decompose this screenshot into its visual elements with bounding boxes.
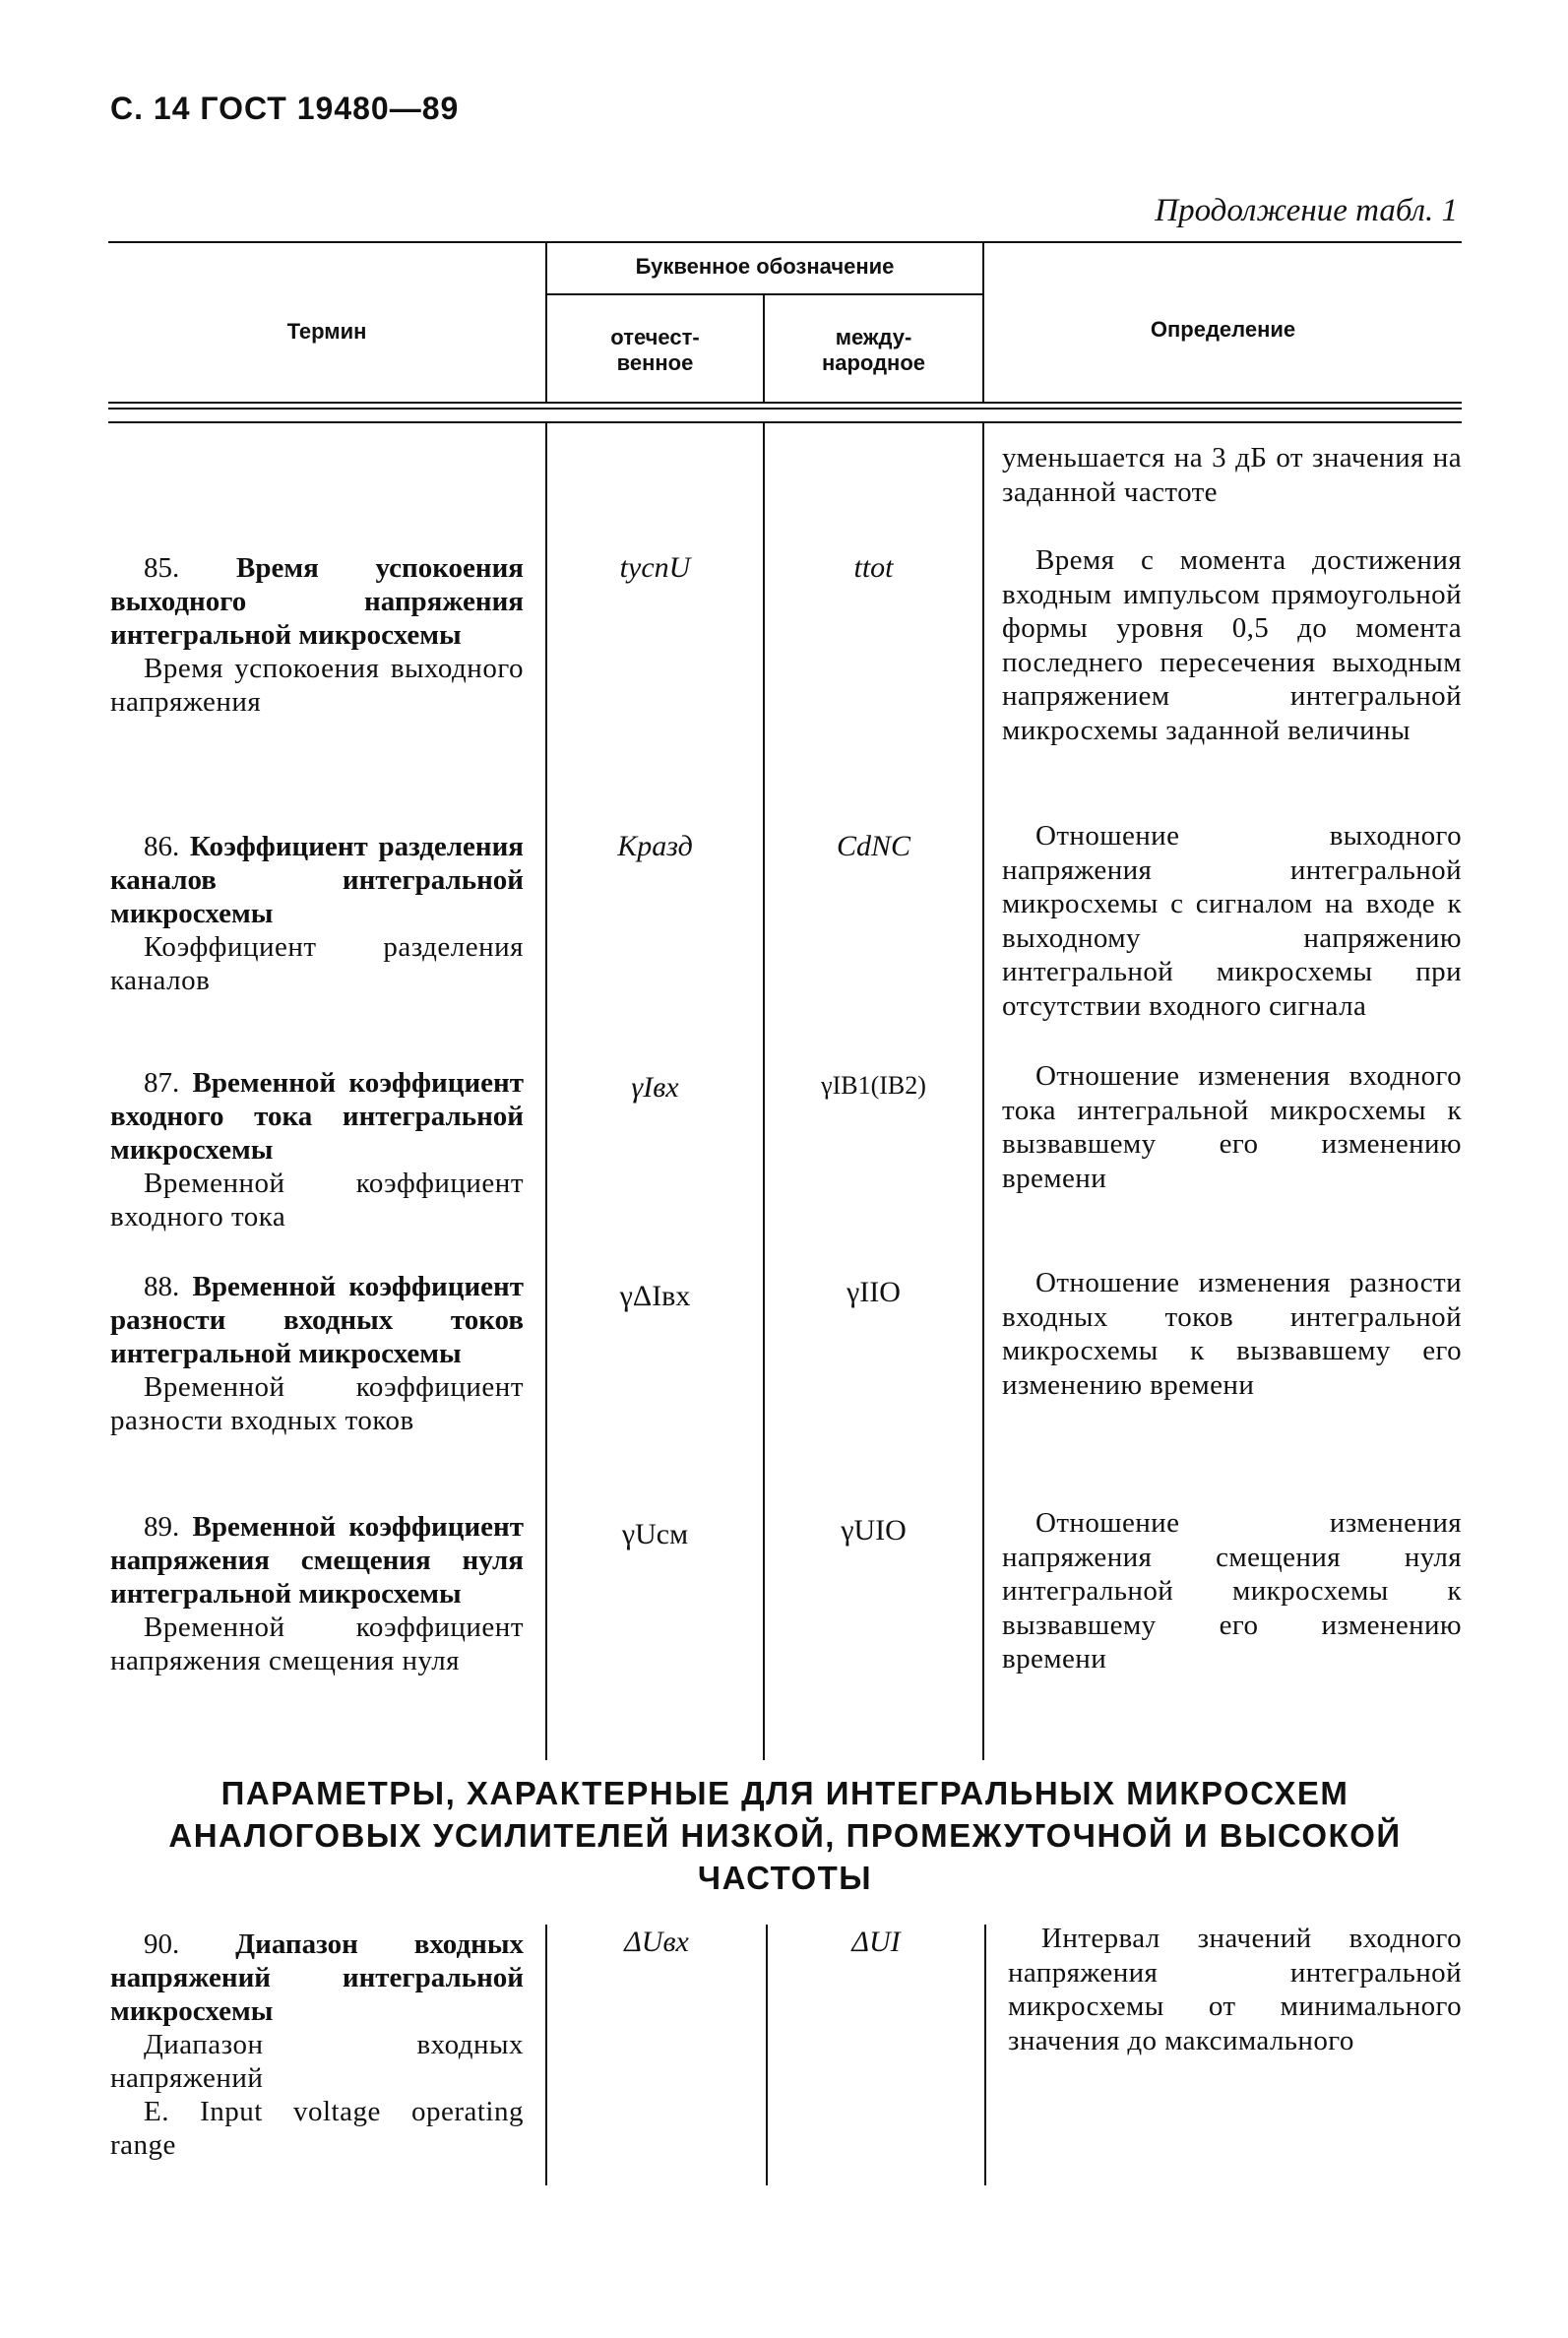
- term-synonym: Время успокоения выходного напряжения: [110, 653, 524, 718]
- row90-col-divider-3: [984, 1925, 986, 2185]
- carryover-definition: уменьшается на 3 дБ от значения на заданной частоте: [1002, 442, 1462, 508]
- definition-86: Отношение выходного напряжения интегральной микросхемы с сигналом на входе к выходному напряжению интегральной микросхемы при отсутствии входного сигнала: [1002, 820, 1462, 1022]
- definition-89: Отношение изменения напряжения смещения нуля интегральной микросхемы к вызвавшему его изменению времени: [1002, 1507, 1462, 1675]
- page-header: С. 14 ГОСТ 19480—89: [110, 91, 460, 126]
- international-symbol-88: γIIO: [847, 1276, 901, 1308]
- term-english: E. Input voltage operating range: [110, 2096, 524, 2161]
- term-number: 87.: [144, 1067, 180, 1099]
- table-top-rule: [108, 241, 1462, 243]
- international-symbol-90: ΔUI: [851, 1926, 901, 1958]
- section-title: ПАРАМЕТРЫ, ХАРАКТЕРНЫЕ ДЛЯ ИНТЕГРАЛЬНЫХ МИКРОСХЕМ АНАЛОГОВЫХ УСИЛИТЕЛЕЙ НИЗКОЙ, ПРОМЕЖУТОЧНОЙ И ВЫСОКОЙ ЧАСТОТЫ: [168, 1775, 1402, 1896]
- term-title: Временной коэффициент разности входных токов интегральной микросхемы: [110, 1271, 524, 1369]
- header-domestic: отечест- венное: [610, 325, 700, 375]
- term-number: 85.: [144, 552, 180, 584]
- header-definition: Определение: [1150, 317, 1296, 342]
- term-synonym: Коэффициент разделения каналов: [110, 931, 524, 996]
- term-85: [110, 551, 524, 719]
- term-synonym: Временной коэффициент входного тока: [110, 1168, 524, 1232]
- term-number: 88.: [144, 1271, 180, 1302]
- domestic-symbol-88: γΔIвх: [619, 1280, 691, 1312]
- continuation-label: Продолжение табл. 1: [1155, 193, 1458, 228]
- term-title: Диапазон входных напряжений интегральной микросхемы: [110, 1928, 524, 2027]
- term-89: [110, 1510, 524, 1677]
- header-international: между- народное: [821, 325, 926, 375]
- domestic-symbol-89: γUсм: [621, 1518, 689, 1550]
- term-title: Временной коэффициент входного тока интегральной микросхемы: [110, 1067, 524, 1166]
- term-90: [110, 1927, 524, 2162]
- header-term: Термин: [286, 319, 367, 344]
- international-symbol-89: γUIO: [841, 1514, 907, 1547]
- term-title: Коэффициент разделения каналов интегральной микросхемы: [110, 831, 524, 929]
- term-88: [110, 1270, 524, 1437]
- domestic-symbol-85: tуспU: [619, 551, 691, 584]
- term-number: 90.: [144, 1928, 180, 1960]
- definition-90: Интервал значений входного напряжения интегральной микросхемы от минимального значения до максимального: [1008, 1923, 1462, 2056]
- domestic-symbol-86: Kразд: [617, 830, 693, 862]
- term-synonym: Диапазон входных напряжений: [110, 2029, 524, 2094]
- term-synonym: Временной коэффициент напряжения смещения нуля: [110, 1611, 524, 1676]
- body-col-divider-3: [982, 421, 984, 1760]
- term-synonym: Временной коэффициент разности входных токов: [110, 1371, 524, 1436]
- term-number: 86.: [144, 831, 180, 862]
- term-number: 89.: [144, 1511, 180, 1543]
- definition-87: Отношение изменения входного тока интегральной микросхемы к вызвавшему его изменению времени: [1002, 1060, 1462, 1194]
- header-letter-designation: Буквенное обозначение: [635, 254, 895, 279]
- letter-designation-rule: [547, 293, 984, 295]
- table-body-top-rule: [108, 421, 1462, 423]
- table-header-bottom-rule-2: [108, 408, 1462, 410]
- domestic-symbol-87: γIвх: [631, 1071, 679, 1104]
- international-symbol-85: ttot: [853, 551, 894, 584]
- domestic-symbol-90: ΔUвх: [624, 1926, 689, 1958]
- international-symbol-87: γIB1(IB2): [821, 1071, 926, 1100]
- term-title: Время успокоения выходного напряжения интегральной микросхемы: [110, 552, 524, 651]
- row90-col-divider-1: [545, 1925, 547, 2185]
- definition-88: Отношение изменения разности входных токов интегральной микросхемы к вызвавшему его изменению времени: [1002, 1267, 1462, 1401]
- table-header-bottom-rule: [108, 402, 1462, 404]
- term-title: Временной коэффициент напряжения смещения нуля интегральной микросхемы: [110, 1511, 524, 1610]
- definition-85: Время с момента достижения входным импульсом прямоугольной формы уровня 0,5 до момента последнего пересечения выходным напряжением интегральной микросхемы заданной величины: [1002, 544, 1462, 746]
- term-87: [110, 1066, 524, 1233]
- term-86: [110, 830, 524, 997]
- row90-col-divider-2: [766, 1925, 768, 2185]
- international-symbol-86: CdNC: [836, 830, 911, 862]
